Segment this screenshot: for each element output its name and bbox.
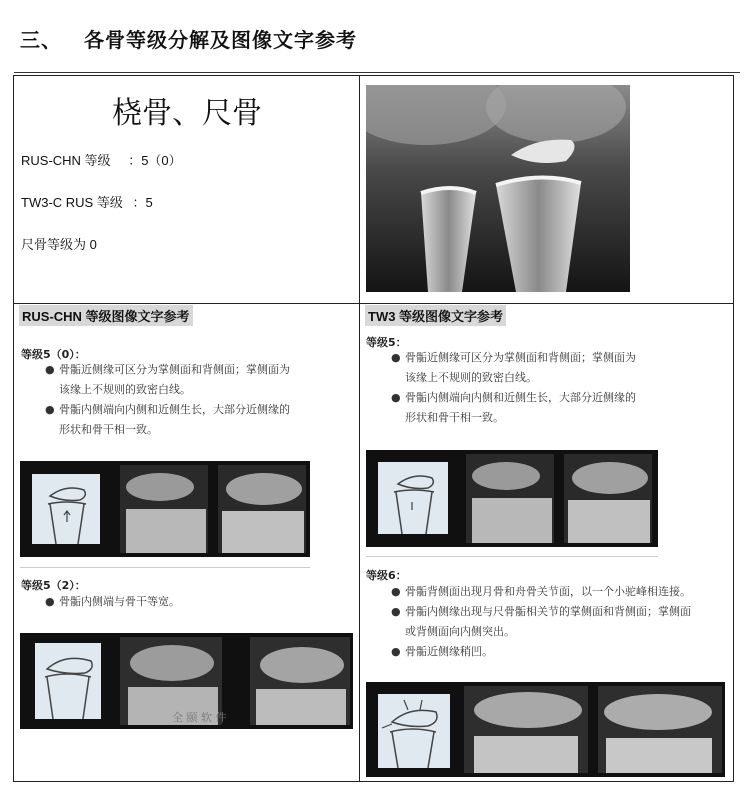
section-number: 三、: [20, 28, 62, 52]
radiograph-thumbnail: [464, 686, 588, 773]
rus-chn-grade-5-0-item: ● 骨骺近侧缘可区分为掌侧面和背侧面；掌侧面为: [59, 360, 290, 380]
tw3-grade-5-label: 等级5：: [366, 336, 407, 349]
epiphysis-diagram: [378, 462, 448, 534]
bone-name: 桡骨、尺骨: [112, 96, 262, 131]
rus-chn-grade-5-2-label: 等级5（2）：: [21, 579, 86, 592]
tw3-grade-5-item: ● 骨骺近侧缘可区分为掌侧面和背侧面；掌侧面为: [405, 348, 636, 368]
rus-chn-grade-5-2-item: ● 骨骺内侧端与骨干等宽。: [59, 592, 180, 612]
tw3-grade-6-item: ● 骨骺背侧面出现月骨和舟骨关节面，以一个小驼峰相连接。: [405, 582, 691, 602]
ulna-grade-line: 尺骨等级为 0: [21, 237, 97, 252]
rus-chn-grade-5-0-images: [20, 461, 310, 557]
watermark: 全 颐 软 件: [172, 711, 227, 724]
rus-chn-grade-line: [21, 150, 182, 169]
epiphysis-diagram: [378, 694, 450, 768]
tw3-grade-6-item: ● 骨骺内侧缘出现与尺骨骺相关节的掌侧面和背侧面；掌侧面: [405, 602, 691, 622]
section-title: 各骨等级分解及图像文字参考: [84, 28, 357, 52]
radiograph-thumbnail: [250, 637, 350, 725]
rus-chn-grade-5-2-images: [20, 633, 353, 729]
section-heading: [20, 24, 357, 53]
rus-chn-grade-5-0-label: 等级5（0）：: [21, 348, 86, 361]
column-divider: [359, 76, 360, 781]
bullet-dot: ●: [45, 595, 55, 608]
epiphysis-diagram: [32, 474, 100, 544]
bullet-dot: ●: [45, 363, 55, 376]
radiograph-thumbnail: [466, 454, 554, 543]
tw3-grade-5-item-cont: 形状和骨干相一致。: [405, 411, 504, 424]
tw3-grade-line: [21, 192, 153, 211]
tw3-grade-6-item: ● 骨骺近侧缘稍凹。: [405, 642, 493, 662]
heading-rule: [14, 72, 740, 73]
tw3-grade-6-item-cont: 或背侧面向内侧突出。: [405, 625, 515, 638]
bullet-dot: ●: [391, 605, 401, 618]
rus-chn-grade-5-0-item-cont: 形状和骨干相一致。: [59, 423, 158, 436]
rus-chn-label: RUS-CHN 等级: [21, 153, 111, 168]
tw3-label: TW3-C RUS 等级: [21, 195, 123, 210]
grade-separator: [366, 556, 658, 557]
radiograph-thumbnail: [120, 465, 208, 553]
tw3-grade-5-item: ● 骨骺内侧端向内侧和近侧生长，大部分近侧缘的: [405, 388, 636, 408]
radiograph-thumbnail: [564, 454, 652, 543]
reference-table: [13, 75, 734, 782]
tw3-grade-6-images: [366, 682, 725, 777]
tw3-reference-title: TW3 等级图像文字参考: [365, 305, 506, 326]
bullet-dot: ●: [391, 585, 401, 598]
tw3-value: ：5: [132, 195, 153, 210]
rus-chn-grade-5-0-item: ● 骨骺内侧端向内侧和近侧生长，大部分近侧缘的: [59, 400, 290, 420]
row-divider: [14, 303, 733, 304]
bullet-dot: ●: [391, 645, 401, 658]
bullet-dot: ●: [391, 391, 401, 404]
radiograph-thumbnail: [598, 686, 722, 773]
grade-separator: [20, 567, 310, 568]
tw3-grade-5-item-cont: 该缘上不规则的致密白线。: [405, 371, 537, 384]
epiphysis-diagram: [35, 643, 101, 719]
tw3-grade-5-images: [366, 450, 658, 547]
rus-chn-reference-title: RUS-CHN 等级图像文字参考: [19, 305, 193, 326]
wrist-radiograph: [366, 85, 630, 292]
rus-chn-grade-5-0-item-cont: 该缘上不规则的致密白线。: [59, 383, 191, 396]
rus-chn-value: ：5（0）: [128, 153, 182, 168]
bullet-dot: ●: [45, 403, 55, 416]
radiograph-thumbnail: [218, 465, 306, 553]
tw3-grade-6-label: 等级6：: [366, 569, 407, 582]
bullet-dot: ●: [391, 351, 401, 364]
